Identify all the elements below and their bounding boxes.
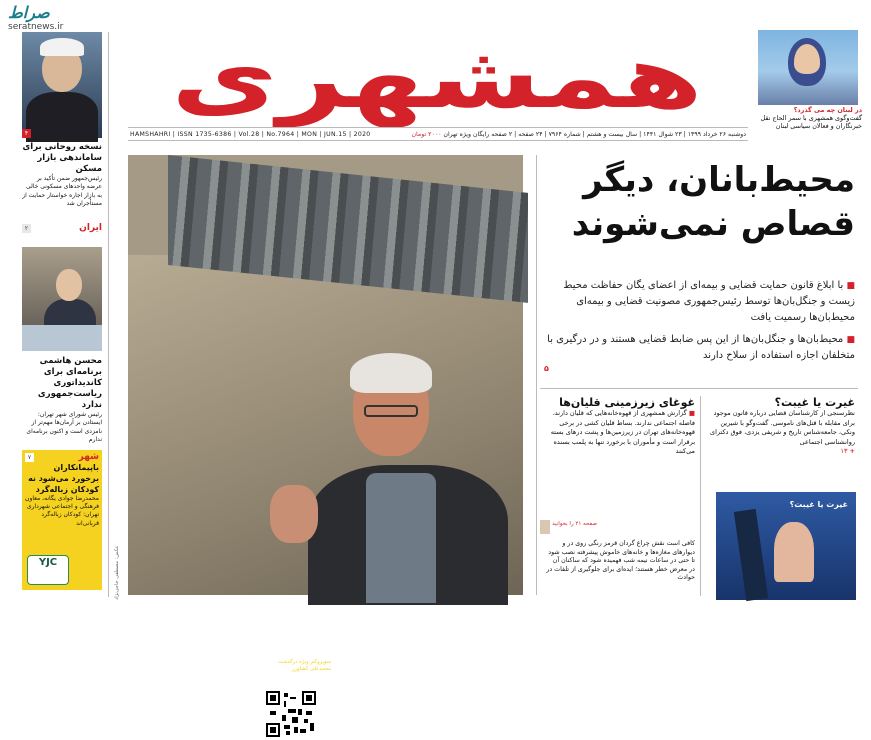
yjc-logo: YJC xyxy=(27,555,69,585)
masthead[interactable] xyxy=(128,30,746,126)
gheirat-page-number: ۱۳ xyxy=(840,447,848,456)
photo-caption-small: محمدعلی کشاورز درگذشت xyxy=(451,625,538,634)
bullet-icon: ■ xyxy=(846,281,855,291)
photo-caption-big: یکی از نسل بی‌تکرار xyxy=(434,639,606,659)
gheirat-title: غیرت یا غیبت؟ xyxy=(774,396,855,409)
issue-date: دوشنبه ۲۶ خرداد ۱۳۹۹ | ۲۳ شوال ۱۴۴۱ | سال بیست و هشتم | شماره ۷۹۶۴ | ۲۴ صفحه | ۲ صفحه رایگان ویژه تهران xyxy=(443,130,746,138)
issue-meta-fa xyxy=(412,131,747,138)
shirt-shape xyxy=(366,473,436,603)
rouhani-photo[interactable] xyxy=(22,32,102,138)
shahr-header xyxy=(25,453,99,462)
promo-portrait xyxy=(788,38,826,86)
issue-meta-en: HAMSHAHRI | ISSN 1735-6386 | Vol.28 | No.7964 | MON | JUN.15 | 2020 xyxy=(130,130,371,138)
page-badge: ۴ xyxy=(22,129,31,138)
qalyan-body: گزارش همشهری از قهوه‌خانه‌هایی که قلیان دارند، فاصله اجتماعی ندارند. بساط قلیان کشی در برخی قهوه‌خانه‌های تهران در زیرزمین‌ها و پشت درهای بسته برقرار است و مأموران با برخورد تنها به پلمب بسنده می‌کنند xyxy=(550,409,695,456)
bottom-story[interactable] xyxy=(545,540,695,583)
qalyan-title: غوغای زیرزمینی قلیان‌ها xyxy=(559,396,695,409)
bullet-icon: ■ xyxy=(846,335,855,345)
main-page-ref: ۵ xyxy=(544,364,549,373)
hashemi-body: رئیس شورای شهر تهران: ایستادن بر آرمان‌ها مهم‌تر از نامزدی است و اکنون برنامه‌ای ندارم xyxy=(26,411,102,444)
headline-line-1: محیط‌بانان، دیگر xyxy=(583,160,855,200)
lead-paragraph-1 xyxy=(540,278,855,326)
robe-shape xyxy=(26,92,98,142)
bullet-icon: ■ xyxy=(688,409,695,418)
plus-icon: + xyxy=(849,447,855,456)
bottom-thumb xyxy=(540,520,550,534)
qr-note xyxy=(265,653,331,685)
girl-shape xyxy=(774,522,814,582)
qr-code[interactable] xyxy=(263,688,319,740)
promo-body: گفت‌وگوی همشهری با سمر الحاج نقل خبرنگاران و فعالان سیاسی لبنان xyxy=(760,114,862,130)
rouhani-body: رئیس‌جمهور ضمن تأکید بر عرضه واحدهای مسکونی خالی به بازار اجاره خواستار حمایت از مستأجران شد xyxy=(22,175,102,208)
promo-text[interactable] xyxy=(752,106,862,130)
cover-title: غیرت یا غیبت؟ xyxy=(789,500,848,509)
qr-code-icon xyxy=(266,691,316,737)
turban-shape xyxy=(40,38,84,56)
hair-shape xyxy=(350,353,432,393)
issue-meta-row xyxy=(128,127,748,141)
shahr-page-badge: ۷ xyxy=(25,453,34,462)
gheirat-body: نظرسنجی از کارشناسان قضایی درباره قانون موجود برای مقابله با قتل‌های ناموسی. گفت‌وگو با شیرین ونکی، جامعه‌شناس تاریخ و شریفی یزدی، فوق دکترای روانشناسی اجتماعی xyxy=(710,409,855,446)
promo-title: در لبنان چه می گذرد؟ xyxy=(793,106,862,114)
qr-note-text: بارکد زیر را اسکن کنید تا xyxy=(277,653,331,659)
lead-paragraph-2 xyxy=(540,332,855,364)
left-divider xyxy=(108,32,109,597)
lead-1-text: با ابلاغ قانون حمایت قضایی و بیمه‌ای از اعضای یگان حفاظت محیط زیست و جنگل‌بان‌ها توسط رئیس‌جمهوری مصونیت قضایی و بیمه‌ای محیط‌بان‌ها رسمیت یافت xyxy=(563,280,855,323)
rouhani-story[interactable] xyxy=(22,142,102,209)
iran-section-header xyxy=(22,224,102,233)
qr-note-end: را ببینید xyxy=(274,665,291,672)
hashemi-story[interactable] xyxy=(22,356,102,445)
bottom-body: کافی است نقش چراغ گردان قرمز رنگی روی در و دیوارهای مغازه‌ها و خانه‌های خاموش پیشرفته نصب شود تا حتی در ساعات نیمه شب فهمیده شود که ساکنان آن در معرض خطر هستند؛ ایده‌ای برای جلوگیری از تلفات در حوادث xyxy=(546,540,695,582)
desk-shape xyxy=(22,325,102,351)
photo-credit: عکس: مصطفی حاجی‌نژاد xyxy=(114,545,120,600)
shahr-headline: باپیمانکاران برخورد می‌شود نه کودکان زباله‌گرد xyxy=(28,463,99,494)
main-headline[interactable] xyxy=(540,158,855,246)
gheirat-page-ref xyxy=(705,447,855,456)
column-divider-small xyxy=(700,396,701,596)
qr-note-highlight: سوپروکتر ویژه درگذشت محمدعلی کشاورز xyxy=(277,659,331,672)
bottom-page-ref: صفحه ۲۱ را بخوانید xyxy=(552,521,597,527)
watermark-site: seratnews.ir xyxy=(8,22,64,32)
rouhani-headline: نسخه روحانی برای ساماندهی بازار مسکن xyxy=(22,142,102,174)
hashemi-photo[interactable] xyxy=(22,247,102,350)
newspaper-name: همشهری xyxy=(171,28,703,128)
shahr-section-label: شهر xyxy=(78,452,99,462)
iran-section-label: ایران xyxy=(79,223,102,233)
iran-page-badge: ۲ xyxy=(22,224,31,233)
column-divider xyxy=(536,155,537,595)
section-divider xyxy=(540,388,858,389)
headline-line-2: قصاص نمی‌شوند xyxy=(571,204,855,244)
gheirat-story[interactable] xyxy=(705,398,855,456)
gheirat-cover-image[interactable] xyxy=(716,492,856,600)
hashemi-headline: محسن هاشمی برنامه‌ای برای کاندیداتوری ریاست‌جمهوری ندارد xyxy=(37,356,102,410)
promo-photo[interactable] xyxy=(758,30,858,105)
head-shape xyxy=(56,269,82,301)
shahr-body: محمدرضا جوادی یگانه، معاون فرهنگی و اجتماعی شهرداری تهران: کودکان زباله‌گرد قربانی‌اند xyxy=(25,495,99,527)
legs-shape xyxy=(734,509,768,601)
lead-2-text: محیط‌بان‌ها و جنگل‌بان‌ها از این پس ضابط قضایی هستند و در درگیری با متخلفان اجازه استفاده از سلاح دارند xyxy=(547,334,855,361)
issue-price: ۲۰۰۰ تومان xyxy=(411,130,442,138)
hand-shape xyxy=(270,485,318,543)
qalyan-story[interactable] xyxy=(545,398,695,456)
watermark-logo: صراط xyxy=(8,3,50,22)
main-lead xyxy=(540,278,855,364)
glasses-shape xyxy=(364,405,418,417)
